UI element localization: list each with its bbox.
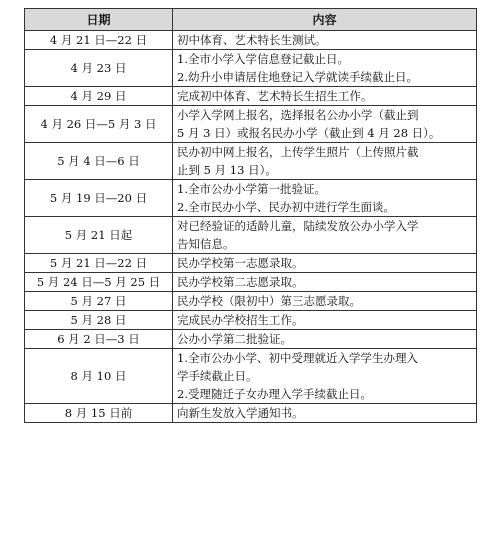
row-date: 5 月 19 日—20 日 — [25, 180, 173, 217]
row-date: 5 月 21 日起 — [25, 217, 173, 254]
table-row — [25, 31, 477, 50]
content-line: 止到 5 月 13 日）。 — [177, 163, 277, 177]
row-date: 5 月 4 日—6 日 — [25, 143, 173, 180]
content-line: 5 月 3 日）或报名民办小学（截止到 4 月 28 日）。 — [177, 126, 441, 140]
content-line: 2.幼升小申请居住地登记入学就读手续截止日。 — [177, 70, 418, 84]
table-row — [25, 330, 477, 349]
row-date: 5 月 28 日 — [25, 311, 173, 330]
table-row — [25, 404, 477, 423]
content-line: 1.全市公办小学、初中受理就近入学学生办理入 — [177, 351, 418, 365]
table-row — [25, 180, 477, 217]
row-content — [173, 273, 477, 292]
row-content — [173, 404, 477, 423]
table-body — [25, 31, 477, 423]
table-row — [25, 292, 477, 311]
row-date: 8 月 15 日前 — [25, 404, 173, 423]
enrollment-schedule-table — [24, 8, 477, 423]
content-line: 2.全市民办小学、民办初中进行学生面谈。 — [177, 200, 395, 214]
row-date: 5 月 27 日 — [25, 292, 173, 311]
row-date: 4 月 21 日—22 日 — [25, 31, 173, 50]
table-row — [25, 143, 477, 180]
table-row — [25, 87, 477, 106]
content-line: 对已经验证的适龄儿童，陆续发放公办小学入学 — [177, 219, 419, 233]
content-line: 小学入学网上报名，选择报名公办小学（截止到 — [177, 108, 419, 122]
table-header-row — [25, 9, 477, 31]
content-line: 完成民办学校招生工作。 — [177, 313, 304, 327]
row-content — [173, 87, 477, 106]
row-content — [173, 217, 477, 254]
row-content — [173, 31, 477, 50]
content-line: 公办小学第二批验证。 — [177, 332, 292, 346]
content-line: 民办学校第一志愿录取。 — [177, 256, 304, 270]
content-line: 1.全市小学入学信息登记截止日。 — [177, 52, 349, 66]
row-content — [173, 330, 477, 349]
table-row — [25, 311, 477, 330]
row-date: 4 月 26 日—5 月 3 日 — [25, 106, 173, 143]
header-content: 内容 — [173, 9, 477, 31]
content-line: 告知信息。 — [177, 237, 235, 251]
content-line: 民办学校第二志愿录取。 — [177, 275, 304, 289]
content-line: 民办初中网上报名，上传学生照片（上传照片截 — [177, 145, 419, 159]
table-row — [25, 273, 477, 292]
table-row — [25, 50, 477, 87]
content-line: 1.全市公办小学第一批验证。 — [177, 182, 326, 196]
content-line: 初中体育、艺术特长生测试。 — [177, 33, 327, 47]
content-line: 完成初中体育、艺术特长生招生工作。 — [177, 89, 373, 103]
content-line: 学手续截止日。 — [177, 369, 258, 383]
row-date: 5 月 24 日—5 月 25 日 — [25, 273, 173, 292]
content-line: 向新生发放入学通知书。 — [177, 406, 304, 420]
schedule-table-container — [24, 8, 477, 423]
header-date: 日期 — [25, 9, 173, 31]
table-row — [25, 106, 477, 143]
row-date: 8 月 10 日 — [25, 349, 173, 404]
row-content — [173, 311, 477, 330]
row-content — [173, 254, 477, 273]
table-row — [25, 349, 477, 404]
row-content — [173, 106, 477, 143]
table-row — [25, 217, 477, 254]
row-content — [173, 349, 477, 404]
content-line: 2.受理随迁子女办理入学手续截止日。 — [177, 387, 372, 401]
row-date: 4 月 29 日 — [25, 87, 173, 106]
row-content — [173, 180, 477, 217]
row-date: 4 月 23 日 — [25, 50, 173, 87]
row-content — [173, 292, 477, 311]
table-row — [25, 254, 477, 273]
row-content — [173, 50, 477, 87]
row-date: 6 月 2 日—3 日 — [25, 330, 173, 349]
row-date: 5 月 21 日—22 日 — [25, 254, 173, 273]
content-line: 民办学校（限初中）第三志愿录取。 — [177, 294, 361, 308]
row-content — [173, 143, 477, 180]
